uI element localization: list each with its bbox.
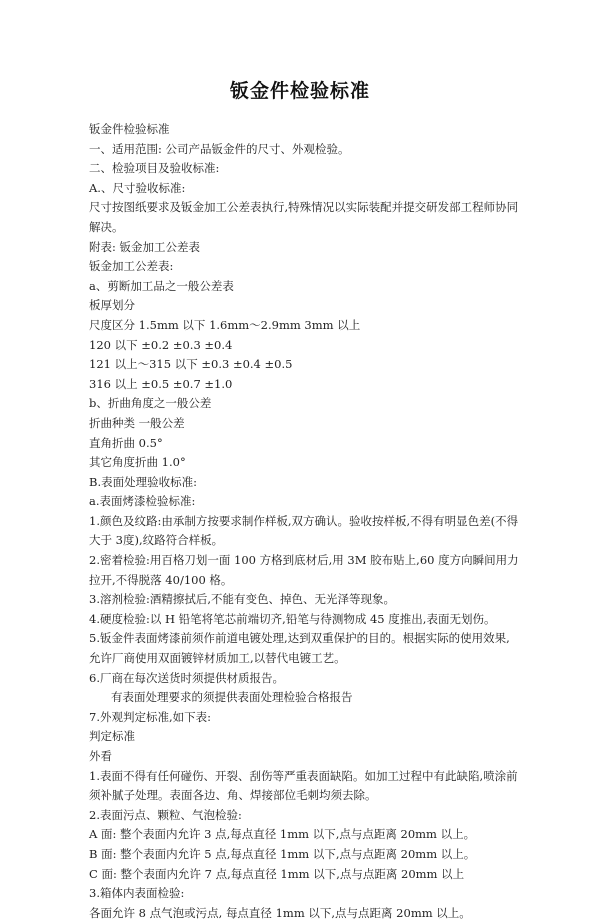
text-line: 121 以上～315 以下 ±0.3 ±0.4 ±0.5 [89, 357, 293, 372]
text-line: 其它角度折曲 1.0° [89, 455, 186, 470]
text-line: 7.外观判定标准,如下表: [89, 709, 212, 724]
text-line: 2.密着检验:用百格刀划一面 100 方格到底材后,用 3M 胶布贴上,60 度方向瞬间用力拉开,不得脱落 40/100 格。 [89, 553, 519, 587]
text-line: 5.钣金件表面烤漆前须作前道电镀处理,达到双重保护的目的。根据实际的使用效果,允许厂商使用双面镀锌材质加工,以替代电镀工艺。 [89, 631, 510, 666]
text-line: 折曲种类 一般公差 [89, 415, 185, 430]
text-line: b、折曲角度之一般公差 [89, 396, 212, 411]
text-line: 1.颜色及纹路:由承制方按要求制作样板,双方确认。验收按样板,不得有明显色差(不得大于 3度),纹路符合样板。 [89, 513, 519, 548]
text-line: a、剪断加工品之一般公差表 [89, 278, 234, 293]
text-line: 尺度区分 1.5mm 以下 1.6mm～2.9mm 3mm 以上 [89, 317, 361, 332]
text-line: A.、尺寸验收标准: [89, 180, 186, 195]
text-line: A 面: 整个表面内允许 3 点,每点直径 1mm 以下,点与点距离 20mm 以上。 [89, 827, 476, 842]
text-line: 判定标准 [89, 729, 135, 744]
text-line: 1.表面不得有任何碰伤、开裂、刮伤等严重表面缺陷。如加工过程中有此缺陷,喷涂前须补腻子处理。表面各边、角、焊接部位毛刺均须去除。 [89, 768, 518, 803]
text-line: 钣金件检验标准 [89, 122, 170, 136]
text-line: 120 以下 ±0.2 ±0.3 ±0.4 [89, 337, 233, 352]
text-line: 附表: 钣金加工公差表 [89, 239, 201, 254]
text-line: 3.箱体内表面检验: [89, 886, 185, 901]
text-line: 6.厂商在每次送货时须提供材质报告。 [89, 670, 284, 685]
text-line: 钣金加工公差表: [89, 259, 174, 274]
text-line: 直角折曲 0.5° [89, 435, 163, 450]
text-line: B.表面处理验收标准: [89, 474, 197, 489]
text-line: 4.硬度检验:以 H 铅笔将笔芯前端切齐,铅笔与待测物成 45 度推出,表面无划伤。 [89, 611, 496, 626]
text-line: 一、适用范围: 公司产品钣金件的尺寸、外观检验。 [89, 141, 350, 156]
text-line: 316 以上 ±0.5 ±0.7 ±1.0 [89, 376, 233, 391]
text-line: 各面允许 8 点气泡或污点, 每点直径 1mm 以下,点与点距离 20mm 以上。 [89, 905, 471, 920]
text-line: 2.表面污点、颗粒、气泡检验: [89, 807, 242, 822]
text-line: 板厚划分 [89, 298, 135, 313]
text-line: 有表面处理要求的须提供表面处理检验合格报告 [111, 690, 353, 705]
text-line: C 面: 整个表面内允许 7 点,每点直径 1mm 以下,点与点距离 20mm 以上 [89, 866, 465, 881]
document-body [89, 120, 521, 923]
text-line: 外看 [89, 749, 112, 763]
page-title: 钣金件检验标准 [229, 80, 370, 102]
text-line: 3.溶剂检验:酒精擦拭后,不能有变色、掉色、无光泽等现象。 [89, 592, 395, 607]
text-line: a.表面烤漆检验标准: [89, 494, 196, 509]
text-line: 二、检验项目及验收标准: [89, 161, 220, 176]
text-line: 尺寸按图纸要求及钣金加工公差表执行,特殊情况以实际装配并提交研发部工程师协同解决。 [89, 200, 519, 234]
text-line: B 面: 整个表面内允许 5 点,每点直径 1mm 以下,点与点距离 20mm 以上。 [89, 846, 476, 861]
